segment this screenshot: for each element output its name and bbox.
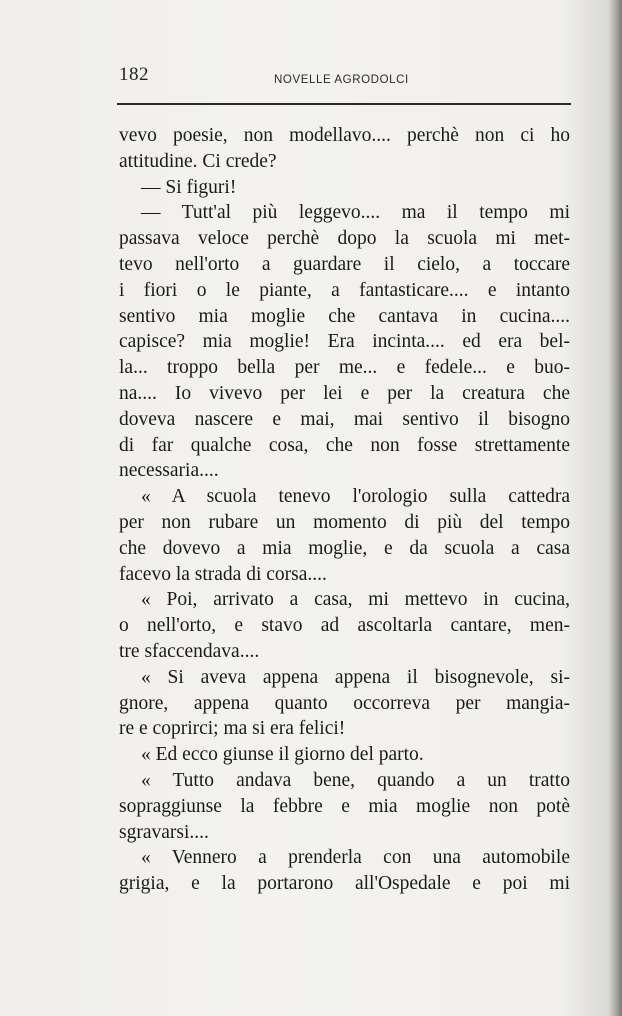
text-line: che dovevo a mia moglie, e da scuola a casa [119,537,570,559]
text-line: tre sfaccendava.... [119,640,260,662]
text-line: per non rubare un momento di più del tempo [119,511,570,533]
header-rule [117,103,571,105]
text-line: « Si aveva appena appena il bisognevole, si- [141,666,570,688]
text-line: — Tutt'al più leggevo.... ma il tempo mi [141,202,570,224]
paragraph [119,587,570,664]
paragraph [119,742,570,768]
text-line: « Poi, arrivato a casa, mi mettevo in cucina, [141,589,570,611]
paragraph [119,200,570,484]
text-line: sgravarsi.... [119,821,209,843]
text-line: « Tutto andava bene, quando a un tratto [141,769,570,791]
text-line: « A scuola tenevo l'orologio sulla cattedra [141,486,570,508]
text-line: « Ed ecco giunse il giorno del parto. [141,744,424,766]
paragraph [119,484,570,587]
page-number: 182 [119,64,149,85]
text-line: re e coprirci; ma si era felici! [119,718,346,740]
text-line: tevo nell'orto a guardare il cielo, a toccare [119,253,570,275]
text-line: gnore, appena quanto occorreva per mangia- [119,692,570,714]
paragraph [119,845,570,897]
text-line: sopraggiunse la febbre e mia moglie non potè [119,795,570,817]
text-line: sentivo mia moglie che cantava in cucina.... [119,305,570,327]
text-line: capisce? mia moglie! Era incinta.... ed era bel- [119,331,570,353]
text-line: « Vennero a prenderla con una automobile [141,847,570,869]
text-line: passava veloce perchè dopo la scuola mi met- [119,228,570,250]
text-line: doveva nascere e mai, mai sentivo il bisogno [119,408,570,430]
paragraph [119,175,570,201]
text-line: di far qualche cosa, che non fosse strettamente [119,434,570,456]
body-text [119,123,570,897]
paragraph [119,665,570,742]
text-line: necessaria.... [119,460,219,482]
paragraph [119,768,570,845]
text-line: o nell'orto, e stavo ad ascoltarla cantare, men- [119,615,570,637]
text-line: na.... Io vivevo per lei e per la creatura che [119,382,570,404]
text-line: attitudine. Ci crede? [119,150,277,172]
text-line: vevo poesie, non modellavo.... perchè non ci ho [119,125,570,146]
running-title: NOVELLE AGRODOLCI [274,74,409,86]
text-line: la... troppo bella per me... e fedele... e buo- [119,357,570,379]
text-line: facevo la strada di corsa.... [119,563,327,585]
text-line: i fiori o le piante, a fantasticare.... e intanto [119,279,570,301]
text-line: grigia, e la portarono all'Ospedale e poi mi [119,873,570,895]
text-line: — Si figuri! [141,176,237,198]
paragraph [119,123,570,175]
page-edge-shadow [608,0,622,1016]
